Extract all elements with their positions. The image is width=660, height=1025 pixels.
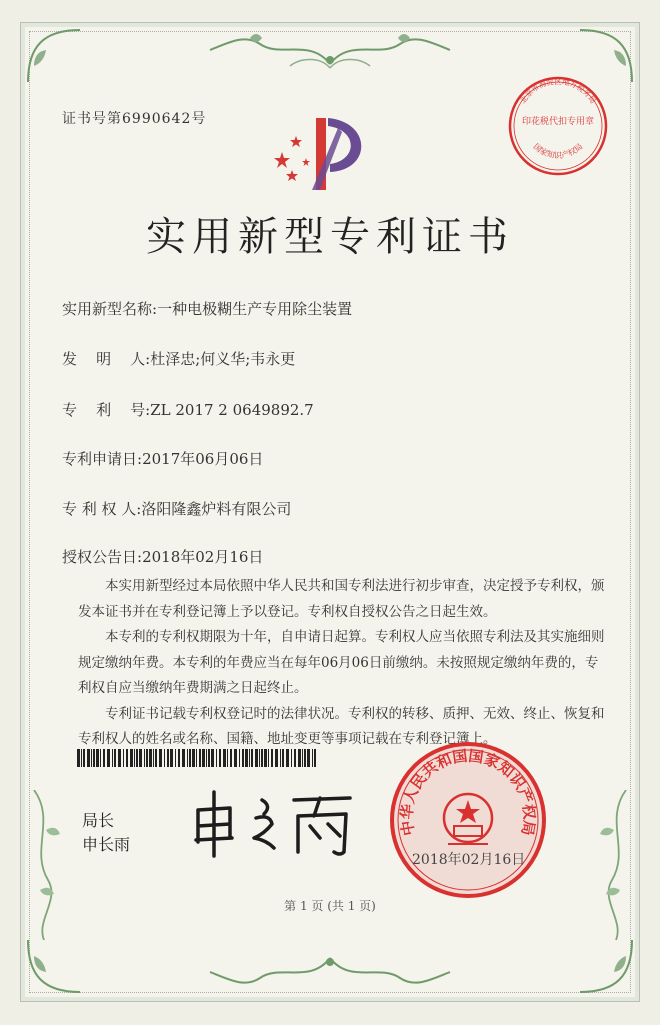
application-date-field (62, 448, 263, 469)
grant-date-field (62, 546, 263, 567)
field-label: 实用新型名称: (62, 300, 158, 318)
signature-title: 局长 (82, 811, 115, 830)
body-line: 本实用新型经过本局依照中华人民共和国专利法进行初步审查，决定授予专利权，颁 (78, 578, 605, 594)
barcode-icon (77, 749, 317, 767)
patent-number-field (62, 399, 314, 420)
inventor-field (62, 348, 295, 369)
seal-inner-text: 印花税代扣专用章 (521, 117, 595, 127)
seal-date: 2018年02月16日 (412, 852, 526, 868)
field-value: 2018年02月16日 (142, 548, 264, 566)
top-ornament-icon (190, 28, 470, 72)
field-value: 2017年06月06日 (142, 450, 264, 468)
svg-text:国家知识产权局 (532, 142, 585, 160)
field-value: 一种电极糊生产专用除尘装置 (157, 300, 353, 318)
field-label: 专 利 权 人: (62, 500, 142, 518)
body-line: 本专利的专利权期限为十年，自申请日起算。专利权人应当依照专利法及其实施细则 (78, 629, 605, 645)
patent-office-logo-icon (272, 108, 382, 198)
field-label: 发 明 人: (62, 350, 151, 368)
seal-text: 中华人民共和国国家知识产权局 (397, 746, 539, 837)
body-line: 发本证书并在专利登记簿上予以登记。专利权自授权公告之日起生效。 (78, 603, 497, 620)
svg-text:北京市海淀区地方税务局 (517, 76, 597, 105)
page-footer: 第 1 页 (共 1 页) (284, 899, 376, 913)
body-line: 利权自应当缴纳年费期满之日起终止。 (78, 680, 308, 696)
utility-model-name-field (62, 298, 352, 319)
seal-outer-text: 北京市海淀区地方税务局 (518, 76, 598, 106)
signature-name: 申长雨 (82, 835, 131, 854)
handwritten-signature-icon (190, 782, 360, 862)
certificate-body-text (78, 574, 605, 753)
seal-bottom-text: 国家知识产权局 (531, 141, 585, 160)
field-value: 杜泽忠;何义华;韦永更 (150, 350, 296, 368)
right-vine-ornament-icon (594, 790, 634, 940)
body-line: 专利权人的姓名或名称、国籍、地址变更等事项记载在专利登记簿上。 (78, 731, 497, 747)
field-value: 洛阳隆鑫炉料有限公司 (141, 500, 292, 518)
bottom-ornament-icon (190, 950, 470, 994)
field-label: 专 利 号: (62, 401, 151, 419)
certificate-number: 证书号第6990642号 (62, 111, 207, 127)
field-value: ZL 2017 2 0649892.7 (150, 401, 314, 419)
state-ipo-seal-icon (388, 740, 548, 900)
field-label: 授权公告日: (62, 548, 143, 566)
corner-ornament-icon (24, 26, 84, 86)
corner-ornament-icon (576, 936, 636, 996)
patentee-field (62, 498, 291, 519)
stamp-duty-seal-icon (506, 74, 610, 178)
body-line: 专利证书记载专利权登记时的法律状况。专利权的转移、质押、无效、终止、恢复和 (78, 705, 605, 722)
field-label: 专利申请日: (62, 450, 143, 468)
corner-ornament-icon (24, 936, 84, 996)
certificate-title: 实用新型专利证书 (146, 214, 514, 260)
body-line: 规定缴纳年费。本专利的年费应当在每年06月06日前缴纳。未按照规定缴纳年费的，专 (78, 654, 599, 671)
left-vine-ornament-icon (26, 790, 66, 940)
